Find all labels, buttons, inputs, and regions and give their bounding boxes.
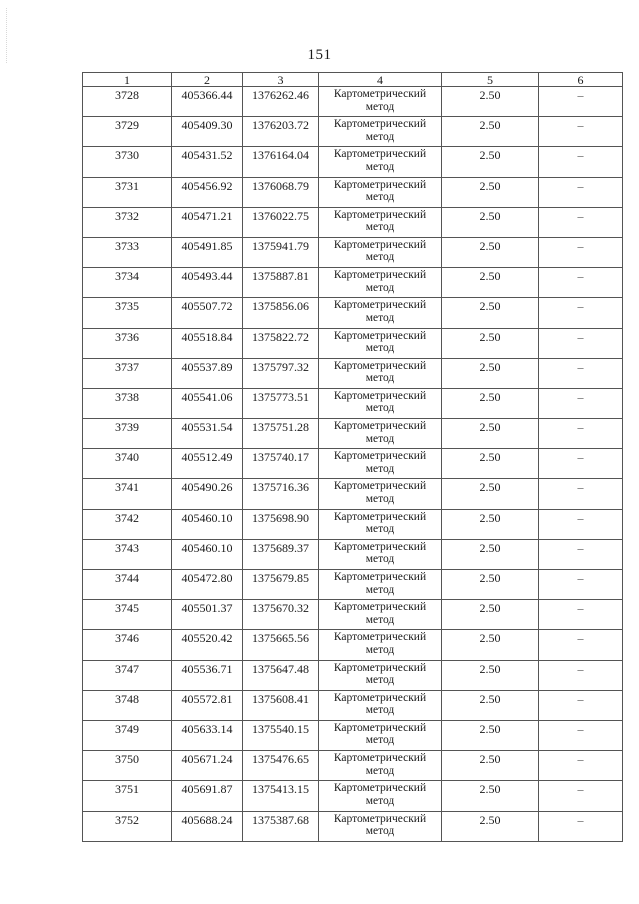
note-cell: – [539, 690, 623, 720]
table-row [83, 600, 623, 630]
y-coordinate-cell: 1375647.48 [243, 660, 319, 690]
method-cell: Картометрический метод [319, 600, 442, 630]
accuracy-cell: 2.50 [442, 328, 539, 358]
point-number-cell: 3730 [83, 147, 172, 177]
method-cell: Картометрический метод [319, 781, 442, 811]
method-cell: Картометрический метод [319, 207, 442, 237]
x-coordinate-cell: 405490.26 [172, 479, 243, 509]
y-coordinate-cell: 1375413.15 [243, 781, 319, 811]
table-row [83, 298, 623, 328]
accuracy-cell: 2.50 [442, 419, 539, 449]
table-body [83, 87, 623, 842]
x-coordinate-cell: 405572.81 [172, 690, 243, 720]
method-cell: Картометрический метод [319, 147, 442, 177]
x-coordinate-cell: 405501.37 [172, 600, 243, 630]
note-cell: – [539, 388, 623, 418]
column-header-4: 4 [319, 73, 442, 87]
point-number-cell: 3732 [83, 207, 172, 237]
note-cell: – [539, 811, 623, 841]
y-coordinate-cell: 1376262.46 [243, 87, 319, 117]
x-coordinate-cell: 405472.80 [172, 570, 243, 600]
accuracy-cell: 2.50 [442, 751, 539, 781]
x-coordinate-cell: 405491.85 [172, 237, 243, 267]
point-number-cell: 3731 [83, 177, 172, 207]
method-cell: Картометрический метод [319, 298, 442, 328]
y-coordinate-cell: 1375679.85 [243, 570, 319, 600]
table-row [83, 479, 623, 509]
point-number-cell: 3728 [83, 87, 172, 117]
table-row [83, 237, 623, 267]
accuracy-cell: 2.50 [442, 570, 539, 600]
table-row [83, 117, 623, 147]
table-row [83, 87, 623, 117]
accuracy-cell: 2.50 [442, 388, 539, 418]
x-coordinate-cell: 405691.87 [172, 781, 243, 811]
method-cell: Картометрический метод [319, 237, 442, 267]
point-number-cell: 3751 [83, 781, 172, 811]
x-coordinate-cell: 405493.44 [172, 268, 243, 298]
method-cell: Картометрический метод [319, 268, 442, 298]
note-cell: – [539, 87, 623, 117]
note-cell: – [539, 781, 623, 811]
y-coordinate-cell: 1375387.68 [243, 811, 319, 841]
y-coordinate-cell: 1375665.56 [243, 630, 319, 660]
accuracy-cell: 2.50 [442, 600, 539, 630]
x-coordinate-cell: 405507.72 [172, 298, 243, 328]
point-number-cell: 3741 [83, 479, 172, 509]
y-coordinate-cell: 1375698.90 [243, 509, 319, 539]
method-cell: Картометрический метод [319, 660, 442, 690]
accuracy-cell: 2.50 [442, 268, 539, 298]
method-cell: Картометрический метод [319, 388, 442, 418]
x-coordinate-cell: 405541.06 [172, 388, 243, 418]
x-coordinate-cell: 405518.84 [172, 328, 243, 358]
note-cell: – [539, 660, 623, 690]
accuracy-cell: 2.50 [442, 630, 539, 660]
accuracy-cell: 2.50 [442, 539, 539, 569]
note-cell: – [539, 328, 623, 358]
x-coordinate-cell: 405431.52 [172, 147, 243, 177]
note-cell: – [539, 600, 623, 630]
point-number-cell: 3735 [83, 298, 172, 328]
note-cell: – [539, 419, 623, 449]
method-cell: Картометрический метод [319, 630, 442, 660]
accuracy-cell: 2.50 [442, 298, 539, 328]
point-number-cell: 3742 [83, 509, 172, 539]
table-row [83, 811, 623, 841]
method-cell: Картометрический метод [319, 751, 442, 781]
point-number-cell: 3734 [83, 268, 172, 298]
point-number-cell: 3740 [83, 449, 172, 479]
header-row [83, 73, 623, 87]
note-cell: – [539, 449, 623, 479]
page-number: 151 [307, 47, 332, 63]
x-coordinate-cell: 405633.14 [172, 720, 243, 750]
method-cell: Картометрический метод [319, 177, 442, 207]
table-row [83, 539, 623, 569]
accuracy-cell: 2.50 [442, 177, 539, 207]
x-coordinate-cell: 405520.42 [172, 630, 243, 660]
note-cell: – [539, 751, 623, 781]
x-coordinate-cell: 405688.24 [172, 811, 243, 841]
point-number-cell: 3743 [83, 539, 172, 569]
note-cell: – [539, 177, 623, 207]
column-header-1: 1 [83, 73, 172, 87]
table-row [83, 781, 623, 811]
point-number-cell: 3745 [83, 600, 172, 630]
note-cell: – [539, 117, 623, 147]
point-number-cell: 3736 [83, 328, 172, 358]
note-cell: – [539, 539, 623, 569]
point-number-cell: 3747 [83, 660, 172, 690]
accuracy-cell: 2.50 [442, 358, 539, 388]
method-cell: Картометрический метод [319, 690, 442, 720]
note-cell: – [539, 479, 623, 509]
method-cell: Картометрический метод [319, 811, 442, 841]
accuracy-cell: 2.50 [442, 117, 539, 147]
method-cell: Картометрический метод [319, 419, 442, 449]
method-cell: Картометрический метод [319, 358, 442, 388]
method-cell: Картометрический метод [319, 479, 442, 509]
accuracy-cell: 2.50 [442, 720, 539, 750]
table-row [83, 630, 623, 660]
y-coordinate-cell: 1376022.75 [243, 207, 319, 237]
point-number-cell: 3749 [83, 720, 172, 750]
method-cell: Картометрический метод [319, 328, 442, 358]
point-number-cell: 3746 [83, 630, 172, 660]
table-row [83, 509, 623, 539]
y-coordinate-cell: 1375856.06 [243, 298, 319, 328]
y-coordinate-cell: 1375797.32 [243, 358, 319, 388]
note-cell: – [539, 720, 623, 750]
y-coordinate-cell: 1375751.28 [243, 419, 319, 449]
point-number-cell: 3750 [83, 751, 172, 781]
y-coordinate-cell: 1375670.32 [243, 600, 319, 630]
method-cell: Картометрический метод [319, 570, 442, 600]
point-number-cell: 3738 [83, 388, 172, 418]
point-number-cell: 3733 [83, 237, 172, 267]
x-coordinate-cell: 405512.49 [172, 449, 243, 479]
x-coordinate-cell: 405536.71 [172, 660, 243, 690]
table-row [83, 751, 623, 781]
note-cell: – [539, 509, 623, 539]
method-cell: Картометрический метод [319, 720, 442, 750]
x-coordinate-cell: 405671.24 [172, 751, 243, 781]
note-cell: – [539, 630, 623, 660]
table-row [83, 147, 623, 177]
method-cell: Картометрический метод [319, 449, 442, 479]
note-cell: – [539, 207, 623, 237]
table-row [83, 358, 623, 388]
x-coordinate-cell: 405471.21 [172, 207, 243, 237]
column-header-2: 2 [172, 73, 243, 87]
method-cell: Картометрический метод [319, 87, 442, 117]
y-coordinate-cell: 1375941.79 [243, 237, 319, 267]
accuracy-cell: 2.50 [442, 207, 539, 237]
table-row [83, 207, 623, 237]
column-header-5: 5 [442, 73, 539, 87]
x-coordinate-cell: 405460.10 [172, 539, 243, 569]
table-header [83, 73, 623, 87]
point-number-cell: 3752 [83, 811, 172, 841]
note-cell: – [539, 147, 623, 177]
accuracy-cell: 2.50 [442, 690, 539, 720]
accuracy-cell: 2.50 [442, 811, 539, 841]
y-coordinate-cell: 1376068.79 [243, 177, 319, 207]
method-cell: Картометрический метод [319, 509, 442, 539]
note-cell: – [539, 358, 623, 388]
y-coordinate-cell: 1375773.51 [243, 388, 319, 418]
note-cell: – [539, 570, 623, 600]
y-coordinate-cell: 1375608.41 [243, 690, 319, 720]
x-coordinate-cell: 405531.54 [172, 419, 243, 449]
x-coordinate-cell: 405366.44 [172, 87, 243, 117]
table-row [83, 177, 623, 207]
accuracy-cell: 2.50 [442, 479, 539, 509]
accuracy-cell: 2.50 [442, 87, 539, 117]
table-row [83, 660, 623, 690]
method-cell: Картометрический метод [319, 117, 442, 147]
table-row [83, 388, 623, 418]
accuracy-cell: 2.50 [442, 781, 539, 811]
y-coordinate-cell: 1375540.15 [243, 720, 319, 750]
y-coordinate-cell: 1375716.36 [243, 479, 319, 509]
accuracy-cell: 2.50 [442, 449, 539, 479]
point-number-cell: 3739 [83, 419, 172, 449]
accuracy-cell: 2.50 [442, 147, 539, 177]
table-row [83, 419, 623, 449]
y-coordinate-cell: 1375887.81 [243, 268, 319, 298]
point-number-cell: 3729 [83, 117, 172, 147]
column-header-3: 3 [243, 73, 319, 87]
table-row [83, 720, 623, 750]
x-coordinate-cell: 405409.30 [172, 117, 243, 147]
y-coordinate-cell: 1375740.17 [243, 449, 319, 479]
y-coordinate-cell: 1375689.37 [243, 539, 319, 569]
x-coordinate-cell: 405460.10 [172, 509, 243, 539]
table-row [83, 690, 623, 720]
y-coordinate-cell: 1376203.72 [243, 117, 319, 147]
y-coordinate-cell: 1375476.65 [243, 751, 319, 781]
x-coordinate-cell: 405537.89 [172, 358, 243, 388]
accuracy-cell: 2.50 [442, 237, 539, 267]
note-cell: – [539, 268, 623, 298]
note-cell: – [539, 237, 623, 267]
table-row [83, 328, 623, 358]
y-coordinate-cell: 1376164.04 [243, 147, 319, 177]
y-coordinate-cell: 1375822.72 [243, 328, 319, 358]
point-number-cell: 3744 [83, 570, 172, 600]
point-number-cell: 3737 [83, 358, 172, 388]
x-coordinate-cell: 405456.92 [172, 177, 243, 207]
coordinates-table [82, 72, 623, 842]
method-cell: Картометрический метод [319, 539, 442, 569]
accuracy-cell: 2.50 [442, 509, 539, 539]
note-cell: – [539, 298, 623, 328]
point-number-cell: 3748 [83, 690, 172, 720]
table-row [83, 268, 623, 298]
column-header-6: 6 [539, 73, 623, 87]
table-row [83, 570, 623, 600]
table-row [83, 449, 623, 479]
accuracy-cell: 2.50 [442, 660, 539, 690]
